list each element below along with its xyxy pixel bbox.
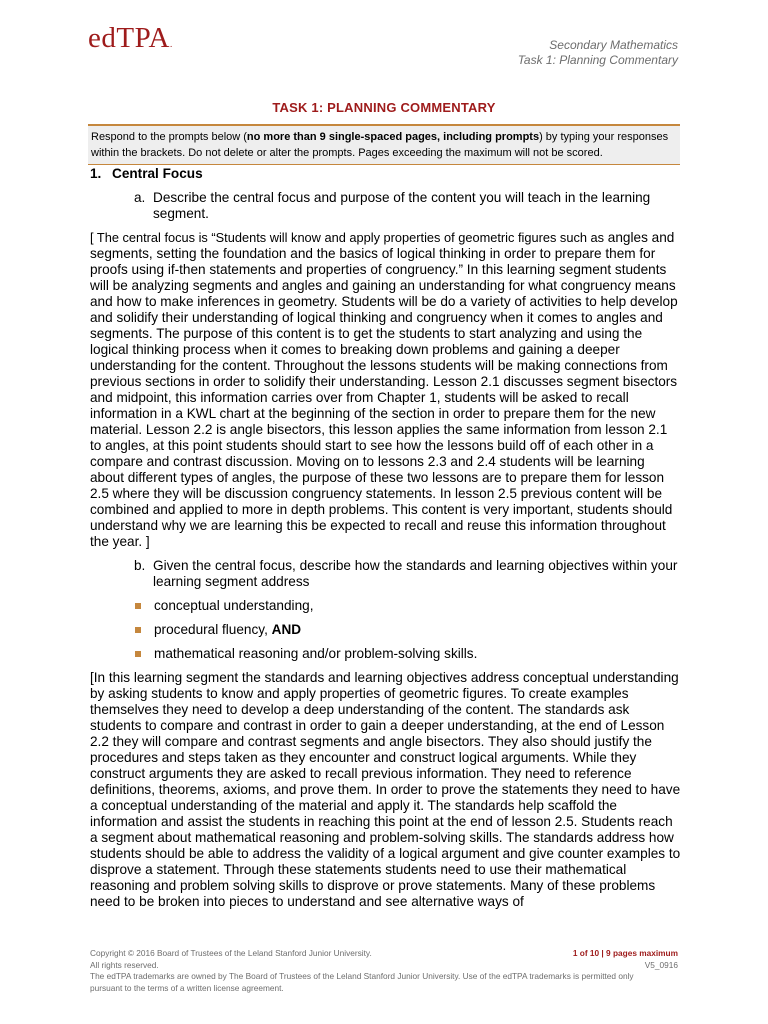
prompt-a-label: a. — [134, 190, 146, 205]
prompt-a — [135, 190, 682, 222]
bullet-text: conceptual understanding, — [154, 598, 314, 613]
bullet-text: procedural fluency, — [154, 622, 272, 637]
footer-legal — [90, 948, 650, 994]
footer-copyright: Copyright © 2016 Board of Trustees of the Leland Stanford Junior University. — [90, 948, 372, 958]
bullet-item — [135, 646, 682, 662]
edtpa-logo — [88, 22, 173, 55]
header-subject: Secondary Mathematics — [549, 38, 678, 52]
running-header — [518, 38, 678, 68]
bullet-item — [135, 598, 682, 614]
prompt-b — [135, 558, 682, 590]
footer-trademark: The edTPA trademarks are owned by The Board of Trustees of the Leland Stanford Junior University. Use of the edTPA trademarks is permitted only pursuant to the terms of a written license agreement. — [90, 971, 634, 993]
bullet-square-icon — [135, 651, 141, 657]
footer-page-info — [573, 948, 678, 971]
response-a-lead: [ The central focus is “Students will know and apply properties of geometric figures such as — [90, 230, 605, 245]
bullet-square-icon — [135, 627, 141, 633]
page-number: 1 of 10 | 9 pages maximum — [572, 948, 678, 958]
logo-mark: . — [170, 39, 173, 49]
page-title: TASK 1: PLANNING COMMENTARY — [272, 100, 496, 115]
instructions-box — [88, 124, 680, 165]
instructions-bold: no more than 9 single-spaced pages, including prompts — [246, 131, 540, 143]
commentary-body — [90, 166, 682, 918]
prompt-b-text: Given the central focus, describe how the standards and learning objectives within your learning segment address — [153, 558, 678, 589]
bullet-square-icon — [135, 603, 141, 609]
section-number: 1. — [90, 166, 102, 181]
response-a-body: angles and segments, setting the foundation and the basics of logical thinking in order to prepare them for proofs using if-then statements and properties of congruency.” In this learning segment students will be analyzing segments and angles and gaining an understanding for what congruency means and how to make inferences in geometry. Students will be do a variety of activities to help develop and solidify their understanding of logical thinking and congruency when it comes to angles and segments. The purpose of this content is to get the students to start analyzing and using the logical thinking process when it comes to breaking down problems and gaining a deeper understanding for the content. Throughout the lessons students will be making connections from previous sections in order to solidify their understanding. Lesson 2.1 discusses segment bisectors and midpoint, this information carries over from Chapter 1, students will be asked to recall information in a KWL chart at the beginning of the section in order to prepare them for the new material. Lesson 2.2 is angle bisectors, this lesson applies the same information from lesson 2.1 to angles, at this point students should start to see how the lessons build off of each other in a compare and contrast discussion. Moving on to lessons 2.3 and 2.4 students will be learning about different types of angles, the purpose of these two lessons are to prepare them for lesson 2.5 where they will be discussion congruency statements. In lesson 2.5 previous content will be combined and applied to more in depth problems. This content is very important, students should understand why we are learning this be expected to recall and reuse this information throughout the year. ] — [90, 230, 678, 549]
bullet-text: mathematical reasoning and/or problem-solving skills. — [154, 646, 478, 661]
section-heading — [90, 166, 682, 182]
response-b[interactable]: [In this learning segment the standards and learning objectives address conceptual understanding by asking students to know and apply properties of geometric figures. To create examples themselves they need to develop a deep understanding of the content. The standards ask students to compare and contrast in order to gain a deeper understanding, at the end of Lesson 2.2 they will compare and contrast segments and angle bisectors. They also should justify the procedures and steps taken as they encounter and construct logical arguments. While they construct arguments they are asked to recall previous information. They need to reference definitions, theorems, axioms, and prove them. In order to prove the statements they need to have a conceptual understanding of the material and apply it. The standards help scaffold the information and assist the students in reaching this point at the end of lesson 2.5. Students reach a segment about mathematical reasoning and problem-solving skills. The standards address how students should be able to address the validity of a logical argument and give counter examples to disprove a statement. Through these statements students need to use their mathematical reasoning and problem solving skills to disprove or prove statements. Many of these problems need to be broken into pieces to understand and see alternative ways of — [90, 670, 681, 909]
prompt-a-text: Describe the central focus and purpose of the content you will teach in the learning segment. — [153, 190, 651, 221]
logo-text: edTPA — [88, 22, 170, 54]
prompt-b-label: b. — [134, 558, 146, 573]
bullet-bold: AND — [271, 622, 302, 637]
response-a[interactable] — [90, 230, 682, 550]
bullet-item — [135, 622, 682, 638]
instructions-pre: Respond to the prompts below ( — [91, 131, 247, 143]
section-heading-text: Central Focus — [112, 166, 203, 181]
header-task: Task 1: Planning Commentary — [517, 53, 678, 67]
footer-rights: All rights reserved. — [90, 959, 159, 970]
instructions-post: ) by typing your responses within the brackets. Do not delete or alter the prompts. Pages exceeding the maximum will not be scored. — [91, 131, 669, 159]
version-code: V5_0916 — [644, 959, 678, 970]
